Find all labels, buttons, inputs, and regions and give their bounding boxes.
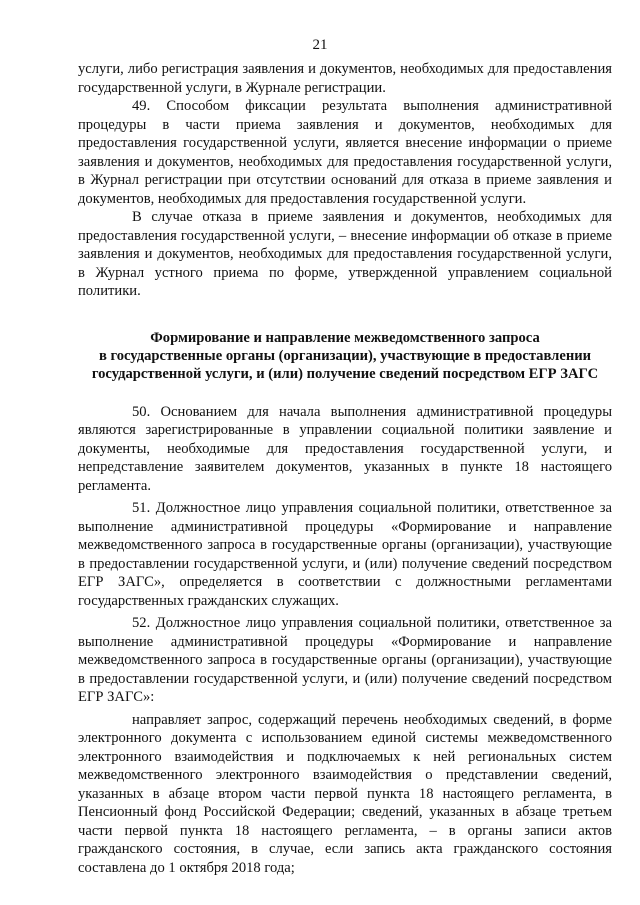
page-number: 21 [312,37,328,53]
section-heading [78,329,612,383]
section-heading-line: государственной услуги, и (или) получение сведений посредством ЕГР ЗАГС [91,365,599,382]
paragraph-50: 50. Основанием для начала выполнения административной процедуры являются зарегистрированные в управлении социальной политики заявление и документы, необходимые для предоставления государственной услуги, и непредставление заявителем документов, указанных в пункте 18 настоящего регламента. [78,403,612,494]
paragraph-continuation: услуги, либо регистрация заявления и документов, необходимых для предоставления государственной услуги, в Журнале регистрации. [78,61,612,96]
section-heading-line: Формирование и направление межведомственного запроса [150,329,540,346]
paragraph-49: 49. Способом фиксации результата выполнения административной процедуры в части приема заявления и документов, необходимых для предоставления государственной услуги, является внесение информации о приеме заявления и документов, необходимых для предоставления государственной услуги, в Журнал регистрации при отсутствии оснований для отказа в приеме заявления и документов, необходимых для предоставления государственной услуги. [78,98,612,207]
paragraph-52-item: направляет запрос, содержащий перечень необходимых сведений, в форме электронного документа с использованием единой системы межведомственного электронного взаимодействия и подключаемых к ней региональных систем межведомственного электронного взаимодействия о представлении сведений, указанных в абзаце втором части первой пункта 18 настоящего регламента, в Пенсионный фонд Российской Федерации; сведений, указанных в абзаце третьем части первой пункта 18 настоящего регламента, – в органы записи актов гражданского состояния, в случае, если запись акта гражданского состояния составлена до 1 октября 2018 года; [78,711,612,876]
paragraph-51: 51. Должностное лицо управления социальной политики, ответственное за выполнение административной процедуры «Формирование и направление межведомственного запроса в государственные органы (организации), участвующие в предоставлении государственной услуги, и (или) получение сведений посредством ЕГР ЗАГС», определяется в соответствии с должностными регламентами государственных гражданских служащих. [78,500,612,609]
paragraph-52: 52. Должностное лицо управления социальной политики, ответственное за выполнение административной процедуры «Формирование и направление межведомственного запроса в государственные органы (организации), участвующие в предоставлении государственной услуги, и (или) получение сведений посредством ЕГР ЗАГС»: [78,615,612,705]
paragraph-refusal: В случае отказа в приеме заявления и документов, необходимых для предоставления государственной услуги, – внесение информации об отказе в приеме заявления и документов, необходимых для предоставления государственной услуги, в Журнал устного приема по форме, утвержденной управлением социальной политики. [78,209,612,299]
section-heading-line: в государственные органы (организации), участвующие в предоставлении [98,347,592,364]
page-content [78,60,612,877]
